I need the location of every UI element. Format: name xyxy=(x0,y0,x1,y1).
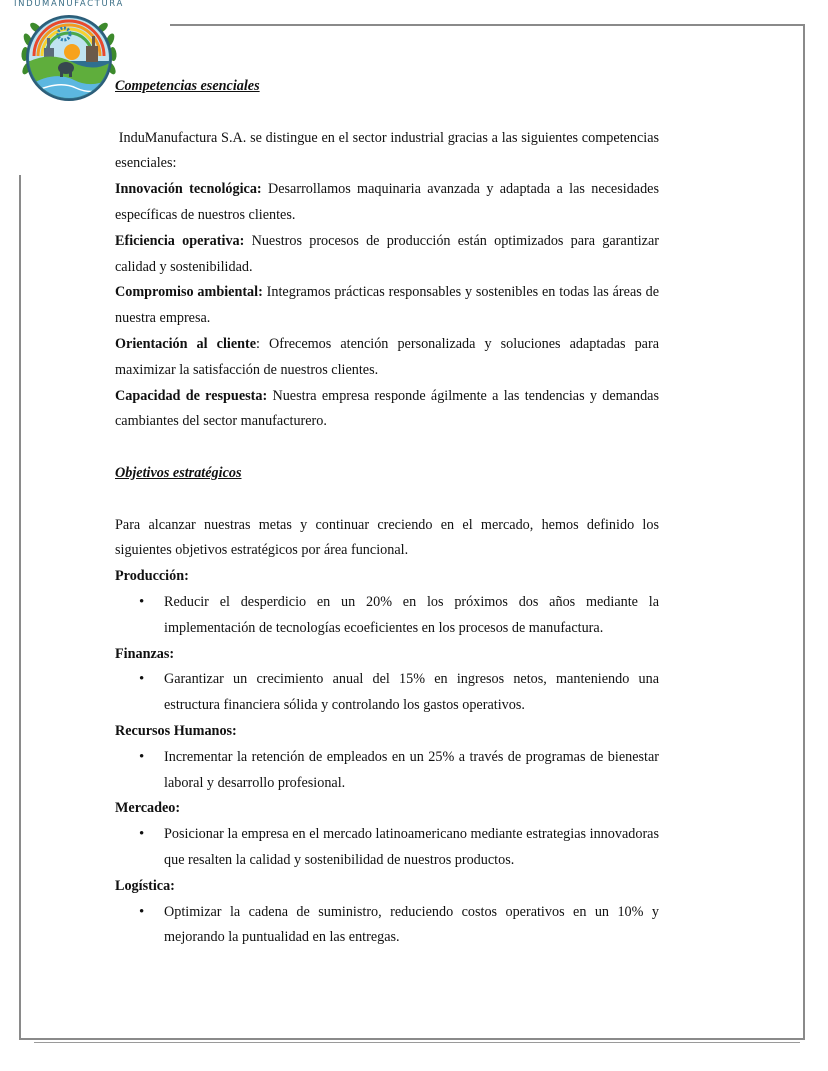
competencia-item xyxy=(115,384,659,436)
competencia-text: Nuestra empresa responde ágilmente a las tendencias y demandas cambiantes del sector manufacturero. xyxy=(115,387,659,430)
area-heading: Logística: xyxy=(115,877,175,894)
competencia-text: Nuestros procesos de producción están optimizados para garantizar calidad y sostenibilidad. xyxy=(115,232,659,275)
competencia-item xyxy=(115,229,659,281)
page-border-top xyxy=(170,24,805,26)
competencia-label: Eficiencia operativa: xyxy=(115,232,245,249)
list-item: • Reducir el desperdicio en un 20% en los próximos dos años mediante la implementación de tecnologías ecoeficientes en los procesos de manufactura. xyxy=(115,590,659,642)
area-heading: Finanzas: xyxy=(115,645,175,662)
list-item: • Incrementar la retención de empleados en un 25% a través de programas de bienestar laboral y desarrollo profesional. xyxy=(115,745,659,797)
competencia-label: Compromiso ambiental: xyxy=(115,284,263,301)
area-heading: Recursos Humanos: xyxy=(115,722,237,739)
section-title-competencias: Competencias esenciales xyxy=(115,78,260,94)
area-heading: Producción: xyxy=(115,568,189,585)
objetivos-intro: Para alcanzar nuestras metas y continuar creciendo en el mercado, hemos definido los siguientes objetivos estratégicos por área funcional. xyxy=(115,516,659,559)
competencia-item xyxy=(115,177,659,229)
page-border-bottom-inner xyxy=(34,1042,800,1043)
bullet-list xyxy=(115,667,659,719)
page-border-left xyxy=(19,175,21,1040)
list-item: • Optimizar la cadena de suministro, reduciendo costos operativos en un 10% y mejorando la puntualidad en las entregas. xyxy=(115,900,659,952)
competencia-item xyxy=(115,280,659,332)
list-item: • Posicionar la empresa en el mercado latinoamericano mediante estrategias innovadoras que resalten la calidad y sostenibilidad de nuestros productos. xyxy=(115,822,659,874)
competencia-label: Innovación tecnológica: xyxy=(115,181,262,198)
logo-text: INDUMANUFACTURA xyxy=(14,0,124,9)
section-title-objetivos: Objetivos estratégicos xyxy=(115,464,242,481)
competencia-text: Integramos prácticas responsables y sostenibles en todas las áreas de nuestra empresa. xyxy=(115,284,659,327)
competencia-label: Orientación al cliente xyxy=(115,335,257,352)
bullet-list xyxy=(115,590,659,642)
document-body xyxy=(115,74,659,951)
bullet-list xyxy=(115,745,659,797)
area-heading: Mercadeo: xyxy=(115,800,181,817)
indumanufactura-logo xyxy=(14,0,130,116)
list-item: • Garantizar un crecimiento anual del 15% en ingresos netos, manteniendo una estructura financiera sólida y controlando los gastos operativos. xyxy=(115,667,659,719)
bullet-list xyxy=(115,900,659,952)
competencia-item xyxy=(115,332,659,384)
competencia-text: Desarrollamos maquinaria avanzada y adaptada a las necesidades específicas de nuestros clientes. xyxy=(115,181,659,223)
page-border-right xyxy=(803,24,805,1040)
bullet-list xyxy=(115,822,659,874)
competencia-label: Capacidad de respuesta: xyxy=(115,387,268,404)
page-border-bottom xyxy=(19,1038,805,1040)
competencia-text: : Ofrecemos atención personalizada y soluciones adaptadas para maximizar la satisfacción de nuestros clientes. xyxy=(115,335,659,378)
competencias-intro: InduManufactura S.A. se distingue en el sector industrial gracias a las siguientes competencias esenciales: xyxy=(115,129,660,172)
